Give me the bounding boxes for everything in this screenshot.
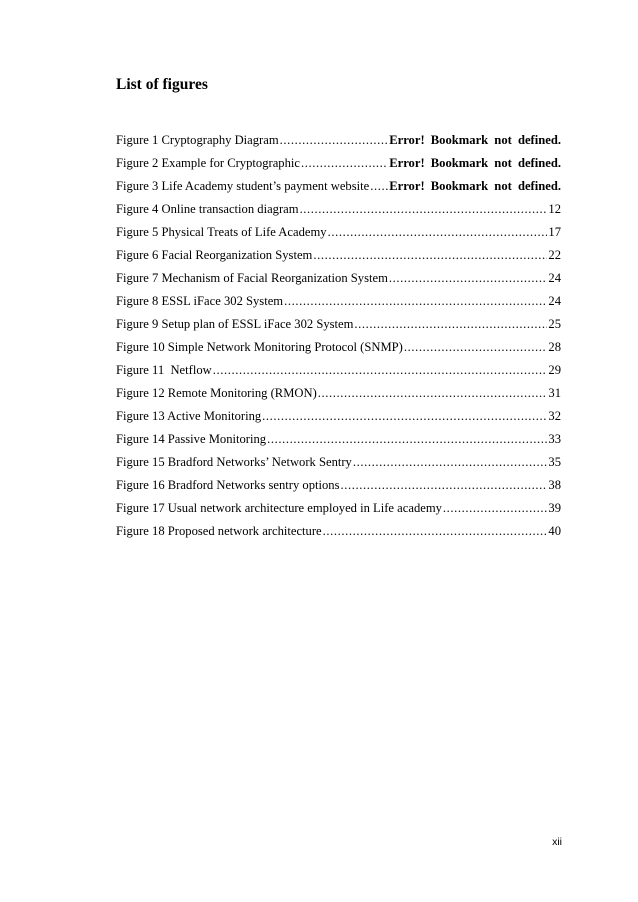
dot-leader <box>318 382 548 405</box>
dot-leader <box>443 497 547 520</box>
figure-entry-title: Figure 7 Mechanism of Facial Reorganization System <box>116 271 388 285</box>
figure-list-entry[interactable] <box>116 267 561 290</box>
figure-entry-title: Figure 4 Online transaction diagram <box>116 202 299 216</box>
figure-entry-page: 12 <box>548 202 561 216</box>
figure-list-entry[interactable] <box>116 405 561 428</box>
figure-entry-page: 24 <box>548 294 561 308</box>
figure-list-entry[interactable] <box>116 497 561 520</box>
dot-leader <box>280 129 389 152</box>
figure-entry-title: Figure 10 Simple Network Monitoring Protocol (SNMP) <box>116 340 403 354</box>
dot-leader <box>404 336 548 359</box>
figure-list-entry[interactable] <box>116 221 561 244</box>
figure-list-entry[interactable] <box>116 129 561 152</box>
figure-entry-page: 35 <box>548 455 561 469</box>
figure-list-entry[interactable] <box>116 198 561 221</box>
figure-entry-page: 29 <box>548 363 561 377</box>
page-title: List of figures <box>116 76 208 93</box>
figure-entry-title: Figure 9 Setup plan of ESSL iFace 302 System <box>116 317 354 331</box>
dot-leader <box>323 520 548 543</box>
figure-list-entry[interactable] <box>116 359 561 382</box>
figure-entry-page: 17 <box>548 225 561 239</box>
figure-entry-page: 24 <box>548 271 561 285</box>
page-number: xii <box>552 836 562 848</box>
figure-entry-title: Figure 15 Bradford Networks’ Network Sentry <box>116 455 352 469</box>
figure-entry-title: Figure 13 Active Monitoring <box>116 409 262 423</box>
figure-entry-page: 33 <box>548 432 561 446</box>
figure-entry-page-error: Error! Bookmark not defined. <box>389 179 561 193</box>
dot-leader <box>328 221 548 244</box>
dot-leader <box>213 359 548 382</box>
figure-entry-title: Figure 14 Passive Monitoring <box>116 432 267 446</box>
dot-leader <box>370 175 388 198</box>
dot-leader <box>341 474 548 497</box>
figure-list <box>116 129 561 543</box>
figure-list-entry[interactable] <box>116 428 561 451</box>
figure-entry-page: 32 <box>548 409 561 423</box>
dot-leader <box>300 198 548 221</box>
figure-entry-page: 28 <box>548 340 561 354</box>
figure-entry-title: Figure 6 Facial Reorganization System <box>116 248 313 262</box>
figure-entry-page-error: Error! Bookmark not defined. <box>389 133 561 147</box>
figure-entry-page: 25 <box>548 317 561 331</box>
figure-list-entry[interactable] <box>116 152 561 175</box>
figure-entry-title: Figure 1 Cryptography Diagram <box>116 133 279 147</box>
figure-entry-title: Figure 12 Remote Monitoring (RMON) <box>116 386 317 400</box>
figure-list-entry[interactable] <box>116 474 561 497</box>
dot-leader <box>262 405 547 428</box>
figure-entry-title: Figure 2 Example for Cryptographic <box>116 156 300 170</box>
figure-entry-page: 31 <box>548 386 561 400</box>
figure-list-entry[interactable] <box>116 175 561 198</box>
dot-leader <box>284 290 547 313</box>
figure-entry-page: 39 <box>548 501 561 515</box>
dot-leader <box>267 428 547 451</box>
figure-entry-page: 38 <box>548 478 561 492</box>
figure-list-entry[interactable] <box>116 244 561 267</box>
dot-leader <box>354 313 547 336</box>
figure-list-entry[interactable] <box>116 451 561 474</box>
figure-list-entry[interactable] <box>116 520 561 543</box>
dot-leader <box>313 244 547 267</box>
figure-entry-title: Figure 5 Physical Treats of Life Academy <box>116 225 327 239</box>
dot-leader <box>389 267 548 290</box>
figure-entry-title: Figure 11 Netflow <box>116 363 212 377</box>
dot-leader <box>301 152 388 175</box>
figure-entry-title: Figure 16 Bradford Networks sentry options <box>116 478 340 492</box>
figure-entry-page: 22 <box>548 248 561 262</box>
figure-entry-title: Figure 3 Life Academy student’s payment website <box>116 179 370 193</box>
figure-list-entry[interactable] <box>116 290 561 313</box>
figure-entry-title: Figure 17 Usual network architecture employed in Life academy <box>116 501 442 515</box>
figure-entry-page-error: Error! Bookmark not defined. <box>389 156 561 170</box>
dot-leader <box>353 451 548 474</box>
figure-list-entry[interactable] <box>116 313 561 336</box>
figure-entry-page: 40 <box>548 524 561 538</box>
figure-entry-title: Figure 18 Proposed network architecture <box>116 524 322 538</box>
figure-entry-title: Figure 8 ESSL iFace 302 System <box>116 294 284 308</box>
figure-list-entry[interactable] <box>116 336 561 359</box>
figure-list-entry[interactable] <box>116 382 561 405</box>
